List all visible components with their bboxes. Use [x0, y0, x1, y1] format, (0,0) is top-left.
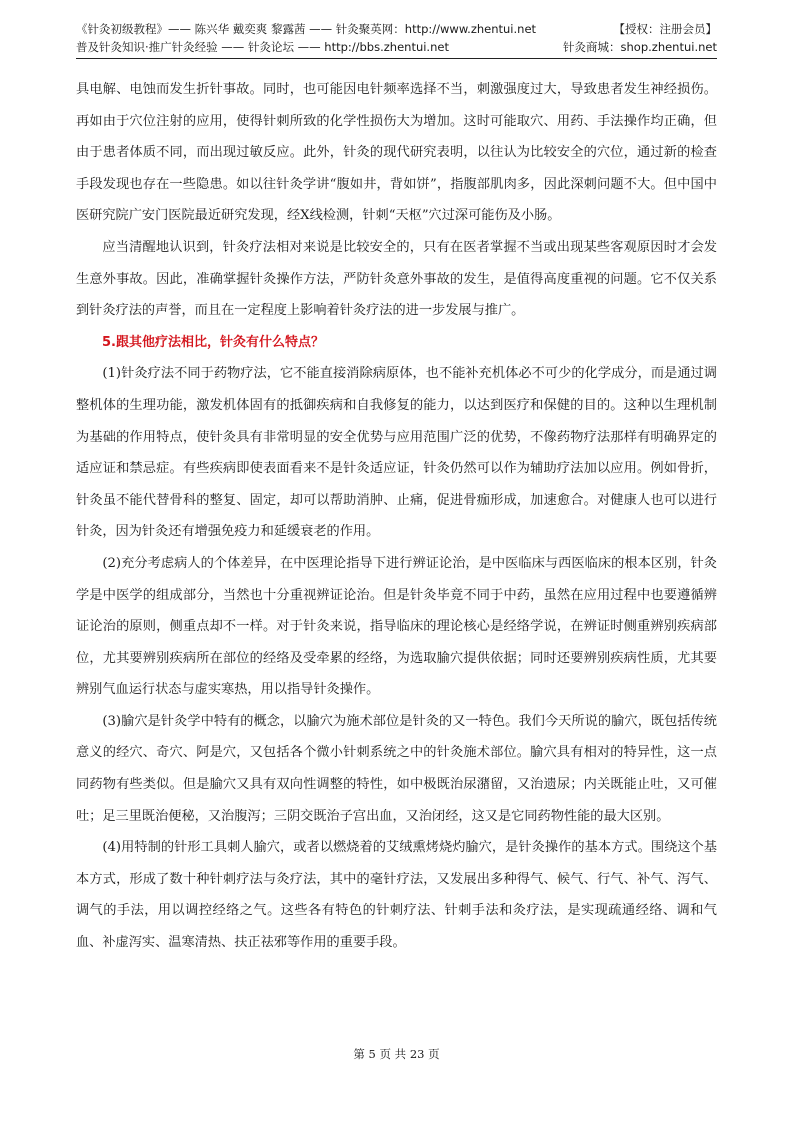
paragraph-1: 具电解、电蚀而发生折针事故。同时，也可能因电针频率选择不当，刺激强度过大，导致患者发生神经损伤。再如由于穴位注射的应用，使得针刺所致的化学性损伤大为增加。这时可能取穴、用药、手法操作均正确，但由于患者体质不同，而出现过敏反应。此外，针灸的现代研究表明，以往认为比较安全的穴位，通过新的检查手段发现也存在一些隐患。如以往针灸学讲“腹如井，背如饼”，指腹部肌肉多，因此深刺问题不大。但中国中医研究院广安门医院最近研究发现，经X线检测，针刺“天枢”穴过深可能伤及小肠。 — [76, 82, 717, 224]
paragraph-4: (2)充分考虑病人的个体差异，在中医理论指导下进行辨证论治，是中医临床与西医临床的根本区别，针灸学是中医学的组成部分，当然也十分重视辨证论治。但是针灸毕竟不同于中药，虽然在应用过程中也要遵循辨证论治的原则，侧重点却不一样。对于针灸来说，指导临床的理论核心是经络学说，在辨证时侧重辨别疾病部位，尤其要辨别疾病所在部位的经络及受牵累的经络，为选取腧穴提供依据；同时还要辨别疾病性质，尤其要辨别气血运行状态与虚实寒热，用以指导针灸操作。 — [76, 555, 717, 698]
page-header — [76, 20, 717, 56]
header-row-1 — [76, 20, 717, 38]
section-heading: 5.跟其他疗法相比，针灸有什么特点？ — [102, 334, 324, 350]
paragraph-2: 应当清醒地认识到，针灸疗法相对来说是比较安全的，只有在医者掌握不当或出现某些客观原因时才会发生意外事故。因此，准确掌握针灸操作方法，严防针灸意外事故的发生，是值得高度重视的问题。它不仅关系到针灸疗法的声誉，而且在一定程度上影响着针灸疗法的进一步发展与推广。 — [76, 239, 717, 319]
paragraph-3: (1)针灸疗法不同于药物疗法，它不能直接消除病原体，也不能补充机体必不可少的化学成分，而是通过调整机体的生理功能，激发机体固有的抵御疾病和自我修复的能力，以达到医疗和保健的目的。这种以生理机制为基础的作用特点，使针灸具有非常明显的安全优势与应用范围广泛的优势，不像药物疗法那样有明确界定的适应证和禁忌症。有些疾病即使表面看来不是针灸适应证，针灸仍然可以作为辅助疗法加以应用。例如骨折，针灸虽不能代替骨科的整复、固定，却可以帮助消肿、止痛，促进骨痂形成，加速愈合。对健康人也可以进行针灸，因为针灸还有增强免疫力和延缓衰老的作用。 — [76, 366, 717, 540]
paragraph-6: (4)用特制的针形工具刺人腧穴，或者以燃烧着的艾绒熏烤烧灼腧穴，是针灸操作的基本方式。围绕这个基本方式，形成了数十种针刺疗法与灸疗法，其中的毫针疗法，又发展出多种得气、候气、行气、补气、泻气、调气的手法，用以调控经络之气。这些各有特色的针刺疗法、针刺手法和灸疗法，是实现疏通经络、调和气血、补虚泻实、温寒清热、扶正祛邪等作用的重要手段。 — [76, 840, 717, 951]
header-title-link[interactable]: 《针灸初级教程》—— 陈兴华 戴奕爽 黎露茜 —— 针灸聚英网：http://www.zhentui.net — [76, 22, 537, 36]
header-divider — [76, 58, 717, 59]
header-shop-link[interactable]: 针灸商城：shop.zhentui.net — [563, 40, 717, 54]
header-row-2 — [76, 38, 717, 56]
header-forum-link[interactable]: 普及针灸知识·推广针灸经验 —— 针灸论坛 —— http://bbs.zhentui.net — [76, 40, 449, 54]
paragraph-5: (3)腧穴是针灸学中特有的概念，以腧穴为施术部位是针灸的又一特色。我们今天所说的腧穴，既包括传统意义的经穴、奇穴、阿是穴，又包括各个微小针刺系统之中的针灸施术部位。腧穴具有相对的特异性，这一点同药物有些类似。但是腧穴又具有双向性调整的特性，如中极既治尿潴留，又治遗尿；内关既能止吐，又可催吐；足三里既治便秘，又治腹泻；三阴交既治子宫出血，又治闭经，这又是它同药物性能的最大区别。 — [76, 713, 717, 824]
page-number: 第 5 页 共 23 页 — [353, 1047, 440, 1061]
document-body — [76, 74, 717, 959]
header-license: 【授权：注册会员】 — [613, 22, 717, 36]
